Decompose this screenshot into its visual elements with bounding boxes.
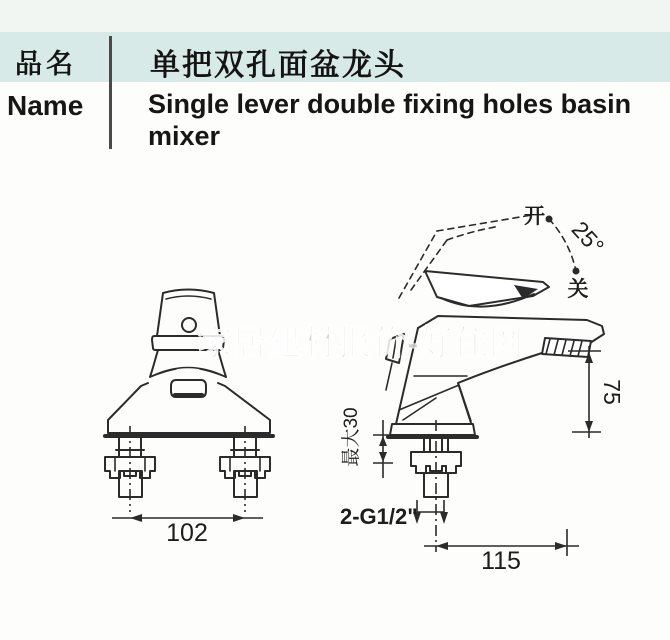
dimension-max-deck-thickness	[340, 407, 393, 478]
dimension-spout-reach	[424, 529, 579, 575]
max-thickness-label: 最大30	[341, 407, 362, 467]
dimension-75-value: 75	[599, 379, 625, 405]
product-name-label-en: Name	[7, 90, 84, 121]
product-name-en: Single lever double fixing holes basin mixer	[148, 89, 632, 151]
side-view-drawing	[340, 205, 625, 575]
angle-label: 25°	[566, 216, 610, 260]
dimension-102-value: 102	[166, 519, 208, 547]
open-label: 开	[524, 205, 545, 228]
close-label: 关	[567, 278, 589, 301]
dimension-spout-height	[568, 346, 625, 438]
product-name-cn: 单把双孔面盆龙头	[150, 49, 406, 82]
watermark-text: 家居建材报价-好住网	[197, 324, 524, 363]
dimension-hole-spacing	[112, 514, 263, 547]
dimension-115-value: 115	[481, 547, 521, 575]
lever-closed-position	[425, 271, 549, 307]
thread-callout	[340, 500, 448, 529]
thread-label: 2-G1/2"	[340, 504, 418, 529]
product-name-label-cn: 品名	[15, 49, 77, 79]
